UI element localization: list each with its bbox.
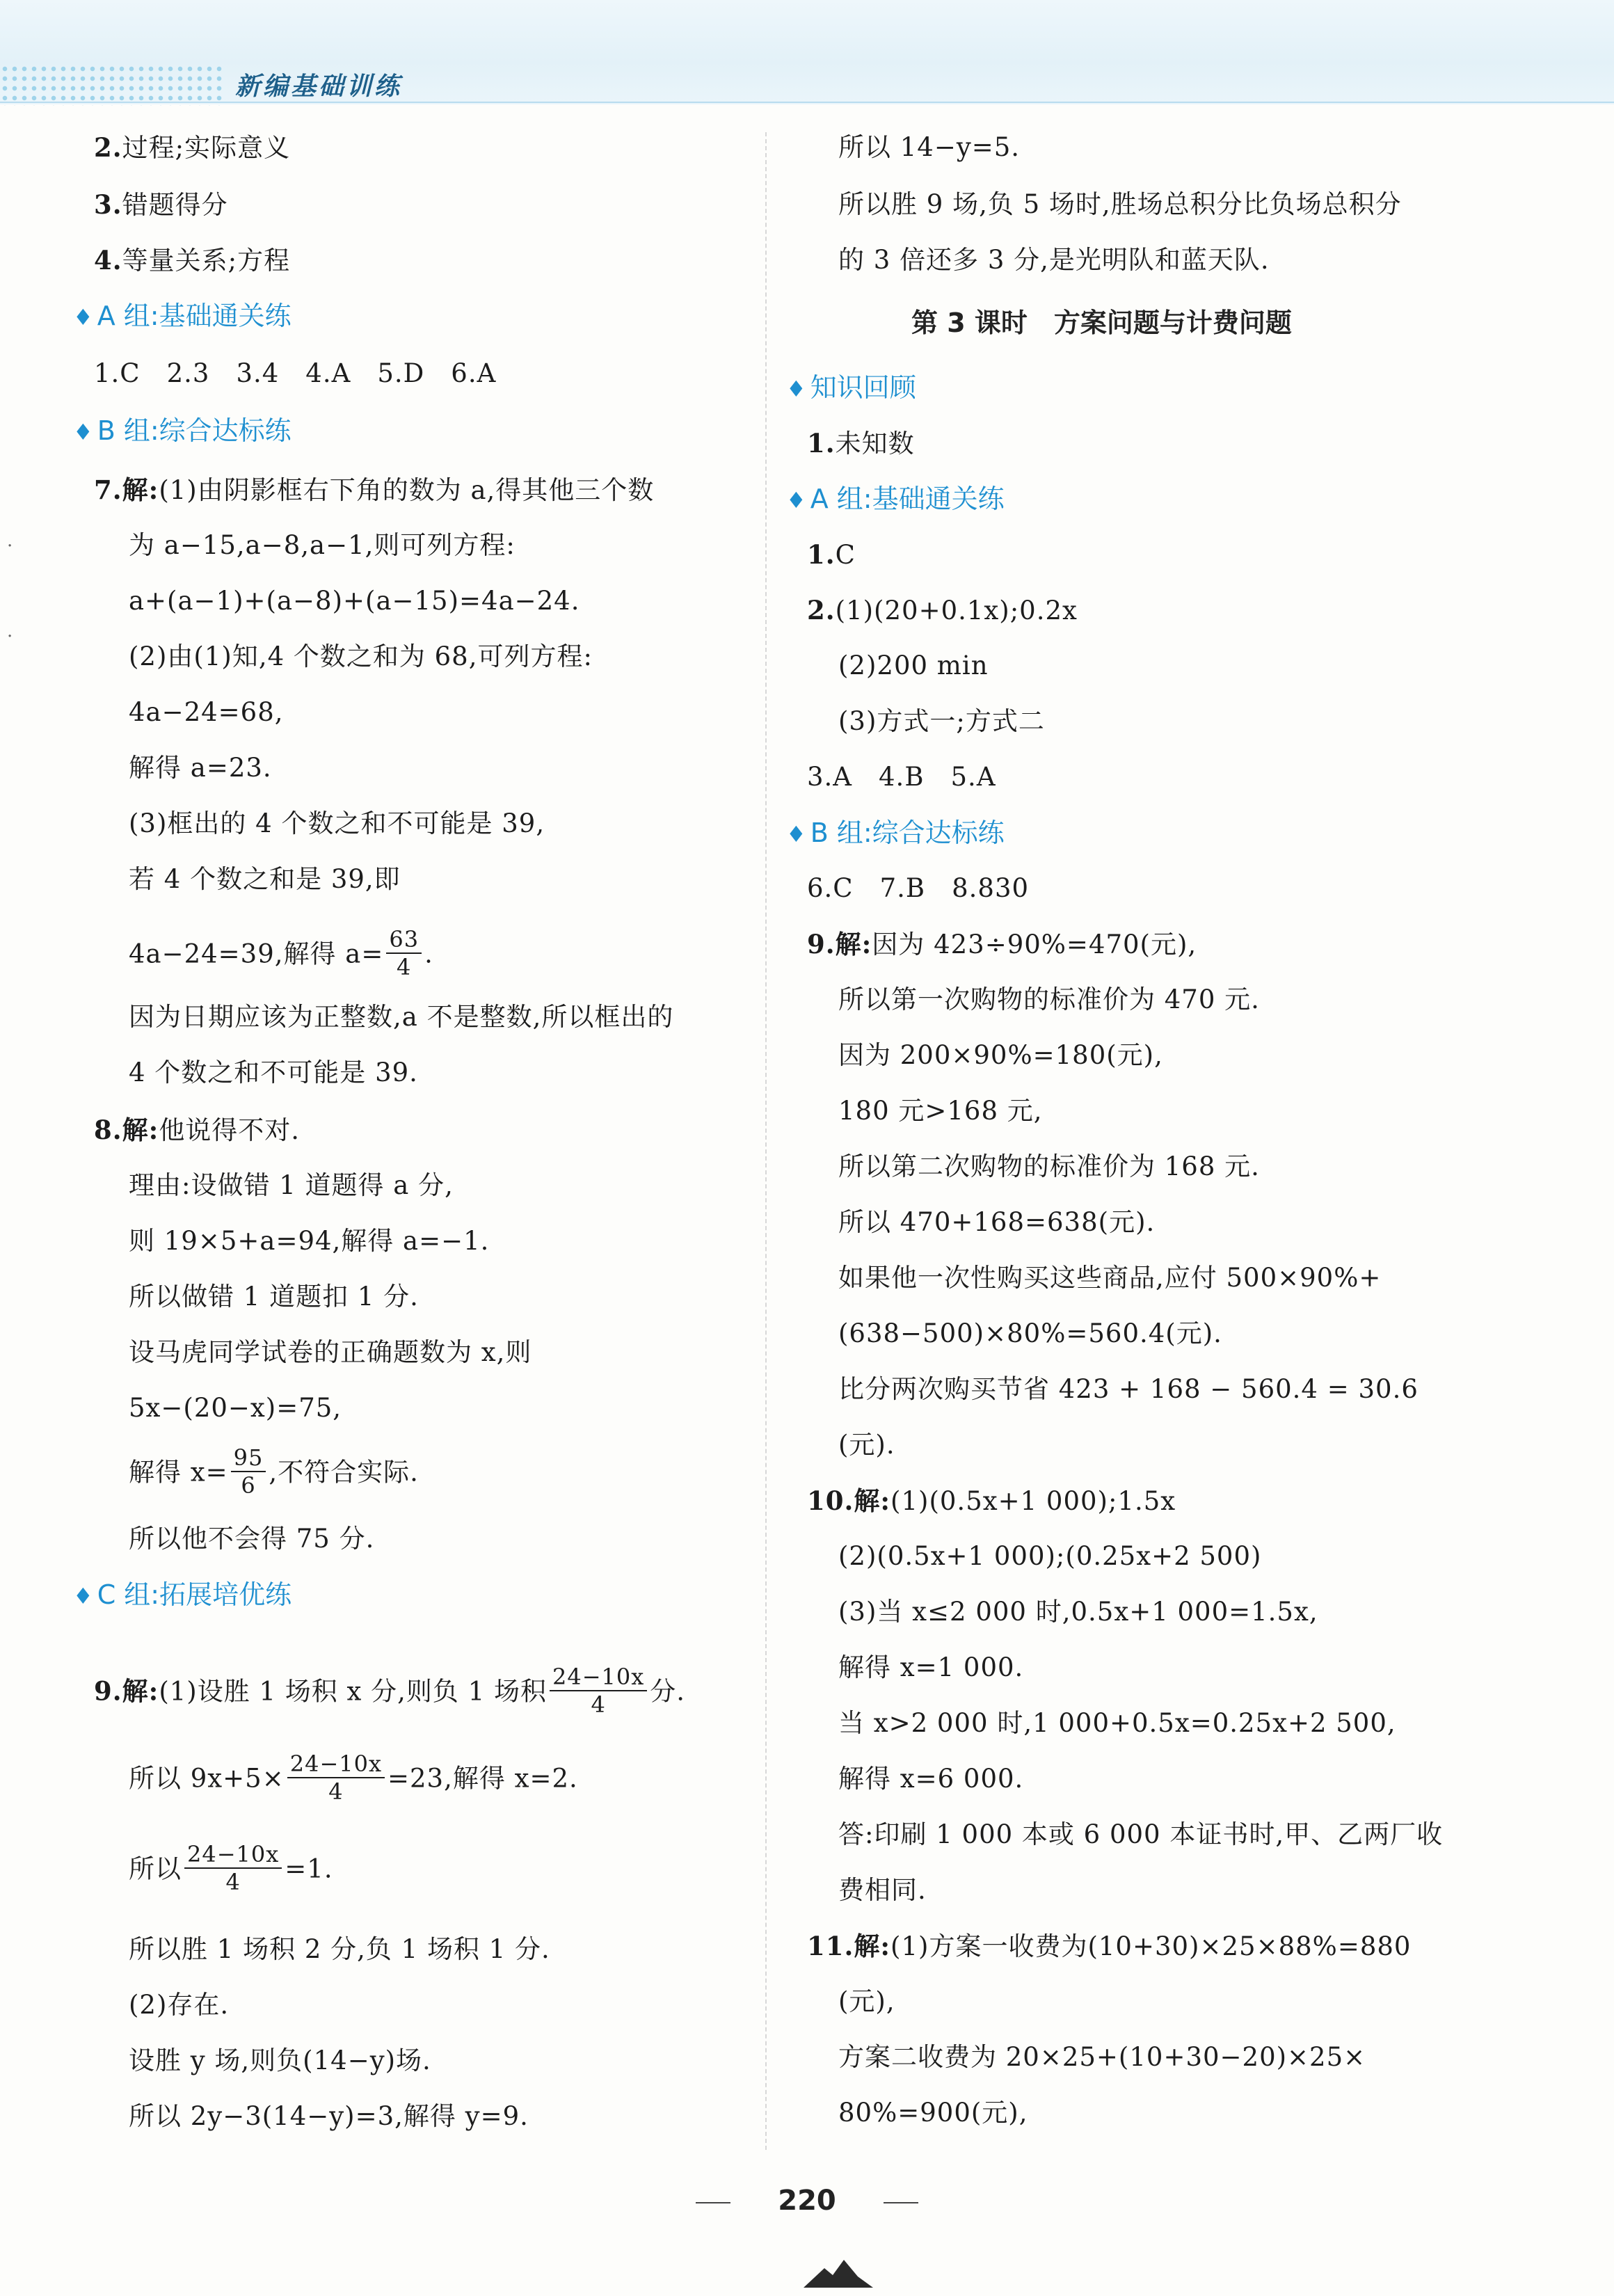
answer-line xyxy=(129,926,433,983)
fraction-numerator: 63 xyxy=(386,926,422,954)
answer-line xyxy=(838,1430,895,1460)
answer-line xyxy=(129,1170,454,1201)
answer-line xyxy=(129,697,284,728)
answer-line xyxy=(838,706,1045,737)
diamond-icon: ♦ xyxy=(786,821,806,847)
text-before-fraction: 所以 9x+5× xyxy=(129,1763,285,1794)
answer-line xyxy=(807,539,856,571)
answer-text: 则 19×5+a=94,解得 a=−1. xyxy=(129,1226,490,1256)
diamond-icon: ♦ xyxy=(73,419,93,445)
answer-text: 80%=900(元), xyxy=(838,2098,1028,2128)
page-number-dash xyxy=(884,2202,918,2203)
fraction xyxy=(184,1841,282,1895)
answer-text: 所以第二次购物的标准价为 168 元. xyxy=(838,1151,1260,1181)
question-number: 9. xyxy=(807,929,836,959)
answer-line xyxy=(838,1597,1318,1627)
answer-line xyxy=(129,530,516,561)
answer-text: (638−500)×80%=560.4(元). xyxy=(838,1318,1222,1348)
section-heading-text: A 组:基础通关练 xyxy=(810,484,1005,514)
answer-text: (元), xyxy=(838,1986,895,2016)
answer-text: 所以胜 9 场,负 5 场时,胜场总积分比负场总积分 xyxy=(838,189,1402,219)
answer-text: (1)由阴影框右下角的数为 a,得其他三个数 xyxy=(159,475,655,505)
answer-text: 如果他一次性购买这些商品,应付 500×90%+ xyxy=(838,1263,1382,1293)
text-before-fraction: 所以 xyxy=(129,1853,182,1884)
section-heading xyxy=(73,301,291,333)
answer-text: 所以 470+168=638(元). xyxy=(838,1207,1156,1237)
section-heading-text: B 组:综合达标练 xyxy=(97,415,291,446)
section-heading xyxy=(73,415,291,447)
answer-text: (元). xyxy=(838,1430,895,1460)
text-before-fraction: (1)设胜 1 场积 x 分,则负 1 场积 xyxy=(159,1676,547,1707)
answer-text: 他说得不对. xyxy=(159,1115,301,1145)
answer-text: (3)框出的 4 个数之和不可能是 39, xyxy=(129,808,545,838)
answer-line xyxy=(838,1764,1023,1794)
answer-line xyxy=(838,1040,1163,1071)
answer-line xyxy=(129,1990,229,2020)
answer-line xyxy=(129,808,545,839)
question-number: 9. xyxy=(94,1675,122,1707)
question-number: 11. xyxy=(807,1931,854,1961)
answer-text: 解得 x=6 000. xyxy=(838,1764,1024,1794)
fraction-denominator: 4 xyxy=(328,1778,344,1805)
page-header xyxy=(0,0,1614,104)
answer-text: 所以第一次购物的标准价为 470 元. xyxy=(838,984,1260,1014)
solution-label: 解: xyxy=(854,1931,891,1961)
answer-text: 设马虎同学试卷的正确题数为 x,则 xyxy=(129,1337,532,1367)
answer-line xyxy=(94,1666,685,1721)
section-heading xyxy=(786,818,1005,850)
answer-text: 理由:设做错 1 道题得 a 分, xyxy=(129,1170,454,1200)
answer-text: 6.C 7.B 8.830 xyxy=(807,873,1030,903)
answer-line xyxy=(838,1151,1260,1182)
answer-line xyxy=(129,1444,419,1501)
fraction-numerator: 24−10x xyxy=(550,1664,647,1691)
solution-label: 解: xyxy=(122,1675,159,1707)
answer-line xyxy=(129,1002,673,1033)
answer-line xyxy=(129,2101,529,2132)
answer-text: 方案二收费为 20×25+(10+30−20)×25× xyxy=(838,2042,1366,2072)
column-divider xyxy=(765,132,767,2150)
diamond-icon: ♦ xyxy=(786,487,806,513)
answer-line xyxy=(129,1337,532,1368)
section-heading xyxy=(786,372,916,404)
solution-label: 解: xyxy=(122,475,159,505)
answer-line xyxy=(807,1485,1176,1517)
answer-text: (2)(0.5x+1 000);(0.25x+2 500) xyxy=(838,1541,1262,1571)
answer-line xyxy=(94,1115,300,1146)
answer-text: (1)(20+0.1x);0.2x xyxy=(835,596,1078,625)
answer-line xyxy=(129,1841,333,1898)
answer-line xyxy=(838,984,1260,1015)
answer-line xyxy=(129,1226,489,1257)
answer-text: (3)当 x≤2 000 时,0.5x+1 000=1.5x, xyxy=(838,1597,1318,1627)
answer-line xyxy=(838,2042,1366,2073)
answer-line xyxy=(838,1374,1419,1405)
question-number: 1. xyxy=(807,539,836,570)
answer-text: 当 x>2 000 时,1 000+0.5x=0.25x+2 500, xyxy=(838,1708,1396,1738)
header-title: 新编基础训练 xyxy=(235,72,403,101)
page-number: 220 xyxy=(778,2185,836,2217)
answer-line xyxy=(838,245,1270,276)
answer-line xyxy=(838,1708,1396,1739)
question-number: 3. xyxy=(94,189,122,220)
fraction xyxy=(550,1664,647,1718)
answer-line xyxy=(129,864,401,895)
answer-text: 过程;实际意义 xyxy=(122,133,291,163)
answer-text: 所以 14−y=5. xyxy=(838,132,1021,162)
answer-text: 的 3 倍还多 3 分,是光明队和蓝天队. xyxy=(838,245,1270,275)
answer-text: 等量关系;方程 xyxy=(122,246,291,276)
solution-label: 解: xyxy=(122,1115,159,1145)
answer-text: 费相同. xyxy=(838,1875,927,1905)
fraction-numerator: 24−10x xyxy=(184,1841,282,1869)
answer-line xyxy=(838,1819,1443,1850)
answer-text: (3)方式一;方式二 xyxy=(838,706,1045,736)
lesson-title: 第 3 课时 方案问题与计费问题 xyxy=(911,308,1292,338)
answer-line xyxy=(838,1986,895,2017)
header-dot-pattern xyxy=(0,64,223,106)
section-heading xyxy=(73,1579,291,1611)
answer-text: 若 4 个数之和是 39,即 xyxy=(129,864,401,894)
answer-line xyxy=(807,929,1197,960)
answer-text: 未知数 xyxy=(835,429,915,459)
answer-text: 3.A 4.B 5.A xyxy=(807,762,996,792)
fraction xyxy=(287,1751,385,1805)
answer-line xyxy=(838,2098,1028,2128)
answer-line xyxy=(838,1263,1381,1293)
text-after-fraction: =23,解得 x=2. xyxy=(387,1763,578,1794)
answer-line xyxy=(807,1931,1411,1962)
margin-mark: · xyxy=(7,626,13,647)
section-heading-text: 知识回顾 xyxy=(810,372,916,403)
margin-mark: · xyxy=(7,536,13,557)
fraction-denominator: 4 xyxy=(591,1691,606,1718)
mountain-logo-icon xyxy=(804,2254,873,2289)
answer-text: 4 个数之和不可能是 39. xyxy=(129,1058,418,1087)
question-number: 10. xyxy=(807,1485,854,1516)
answer-line xyxy=(129,2046,431,2076)
diamond-icon: ♦ xyxy=(73,304,93,330)
answer-text: 所以做错 1 道题扣 1 分. xyxy=(129,1282,419,1312)
answer-text: 因为 200×90%=180(元), xyxy=(838,1040,1163,1070)
answer-line xyxy=(807,873,1029,904)
answer-text: 180 元>168 元, xyxy=(838,1096,1043,1126)
answer-text: 比分两次购买节省 423 + 168 − 560.4 = 30.6 xyxy=(838,1374,1419,1404)
answer-line xyxy=(94,189,228,221)
answer-line xyxy=(129,753,272,783)
text-after-fraction: 分. xyxy=(650,1676,686,1707)
question-number: 4. xyxy=(94,245,122,276)
answer-line xyxy=(838,651,989,681)
answer-line xyxy=(129,1058,418,1088)
answer-text: 错题得分 xyxy=(122,190,228,220)
answer-text: 解得 x=1 000. xyxy=(838,1652,1024,1682)
answer-line xyxy=(129,641,593,672)
answer-line xyxy=(129,1393,342,1424)
answer-line xyxy=(94,358,496,389)
solution-label: 解: xyxy=(854,1485,891,1516)
answer-text: (2)存在. xyxy=(129,1990,230,2020)
answer-line xyxy=(807,595,1078,626)
answer-text: (1)方案一收费为(10+30)×25×88%=880 xyxy=(890,1931,1412,1961)
text-before-fraction: 4a−24=39,解得 a= xyxy=(129,939,384,969)
text-after-fraction: . xyxy=(424,939,433,969)
section-heading-text: C 组:拓展培优练 xyxy=(97,1579,292,1610)
answer-text: C xyxy=(835,540,856,570)
answer-text: 1.C 2.3 3.4 4.A 5.D 6.A xyxy=(94,358,497,388)
answer-line xyxy=(129,1934,550,1965)
answer-line xyxy=(838,1318,1222,1349)
answer-line xyxy=(838,1096,1043,1126)
fraction-denominator: 4 xyxy=(397,954,412,980)
answer-text: 5x−(20−x)=75, xyxy=(129,1393,342,1423)
answer-line xyxy=(94,475,654,506)
answer-line xyxy=(838,1652,1023,1683)
answer-line xyxy=(807,762,996,792)
answer-line xyxy=(129,1282,419,1312)
fraction xyxy=(231,1444,266,1499)
section-heading-text: B 组:综合达标练 xyxy=(810,818,1005,848)
fraction-denominator: 6 xyxy=(241,1472,256,1499)
answer-line xyxy=(838,1875,927,1906)
header-divider xyxy=(0,102,1614,103)
answer-text: 因为 423÷90%=470(元), xyxy=(872,930,1197,959)
answer-text: a+(a−1)+(a−8)+(a−15)=4a−24. xyxy=(129,586,580,616)
section-heading xyxy=(786,484,1005,516)
answer-text: 所以 2y−3(14−y)=3,解得 y=9. xyxy=(129,2101,529,2131)
answer-line xyxy=(838,1207,1155,1238)
answer-text: 为 a−15,a−8,a−1,则可列方程: xyxy=(129,530,516,560)
fraction-denominator: 4 xyxy=(225,1869,241,1895)
text-after-fraction: =1. xyxy=(285,1853,333,1884)
answer-text: 解得 a=23. xyxy=(129,753,272,783)
answer-line xyxy=(838,189,1402,220)
answer-text: 因为日期应该为正整数,a 不是整数,所以框出的 xyxy=(129,1002,674,1032)
diamond-icon: ♦ xyxy=(786,376,806,402)
answer-text: 所以他不会得 75 分. xyxy=(129,1524,375,1554)
diamond-icon: ♦ xyxy=(73,1583,93,1609)
answer-line xyxy=(838,1541,1261,1572)
answer-line xyxy=(129,586,580,616)
text-before-fraction: 解得 x= xyxy=(129,1457,228,1488)
fraction xyxy=(386,926,422,980)
question-number: 2. xyxy=(807,595,836,625)
fraction-numerator: 24−10x xyxy=(287,1751,385,1778)
answer-text: (2)由(1)知,4 个数之和为 68,可列方程: xyxy=(129,641,593,671)
page-number-dash xyxy=(696,2202,730,2203)
question-number: 2. xyxy=(94,132,122,163)
fraction-numerator: 95 xyxy=(231,1444,266,1472)
answer-line xyxy=(94,132,290,164)
section-heading-text: A 组:基础通关练 xyxy=(97,301,291,331)
answer-text: 所以胜 1 场积 2 分,负 1 场积 1 分. xyxy=(129,1934,550,1964)
answer-text: (1)(0.5x+1 000);1.5x xyxy=(890,1486,1176,1516)
solution-label: 解: xyxy=(835,929,872,959)
answer-line xyxy=(807,428,915,459)
question-number: 8. xyxy=(94,1115,122,1145)
answer-text: 答:印刷 1 000 本或 6 000 本证书时,甲、乙两厂收 xyxy=(838,1819,1444,1849)
answer-line xyxy=(838,132,1020,163)
answer-line xyxy=(129,1753,578,1808)
answer-text: 设胜 y 场,则负(14−y)场. xyxy=(129,2046,431,2075)
answer-text: 4a−24=68, xyxy=(129,697,284,727)
question-number: 1. xyxy=(807,428,836,459)
answer-line xyxy=(129,1524,374,1554)
answer-line xyxy=(94,245,290,276)
text-after-fraction: ,不符合实际. xyxy=(269,1457,419,1488)
question-number: 7. xyxy=(94,475,122,505)
answer-text: (2)200 min xyxy=(838,651,989,680)
